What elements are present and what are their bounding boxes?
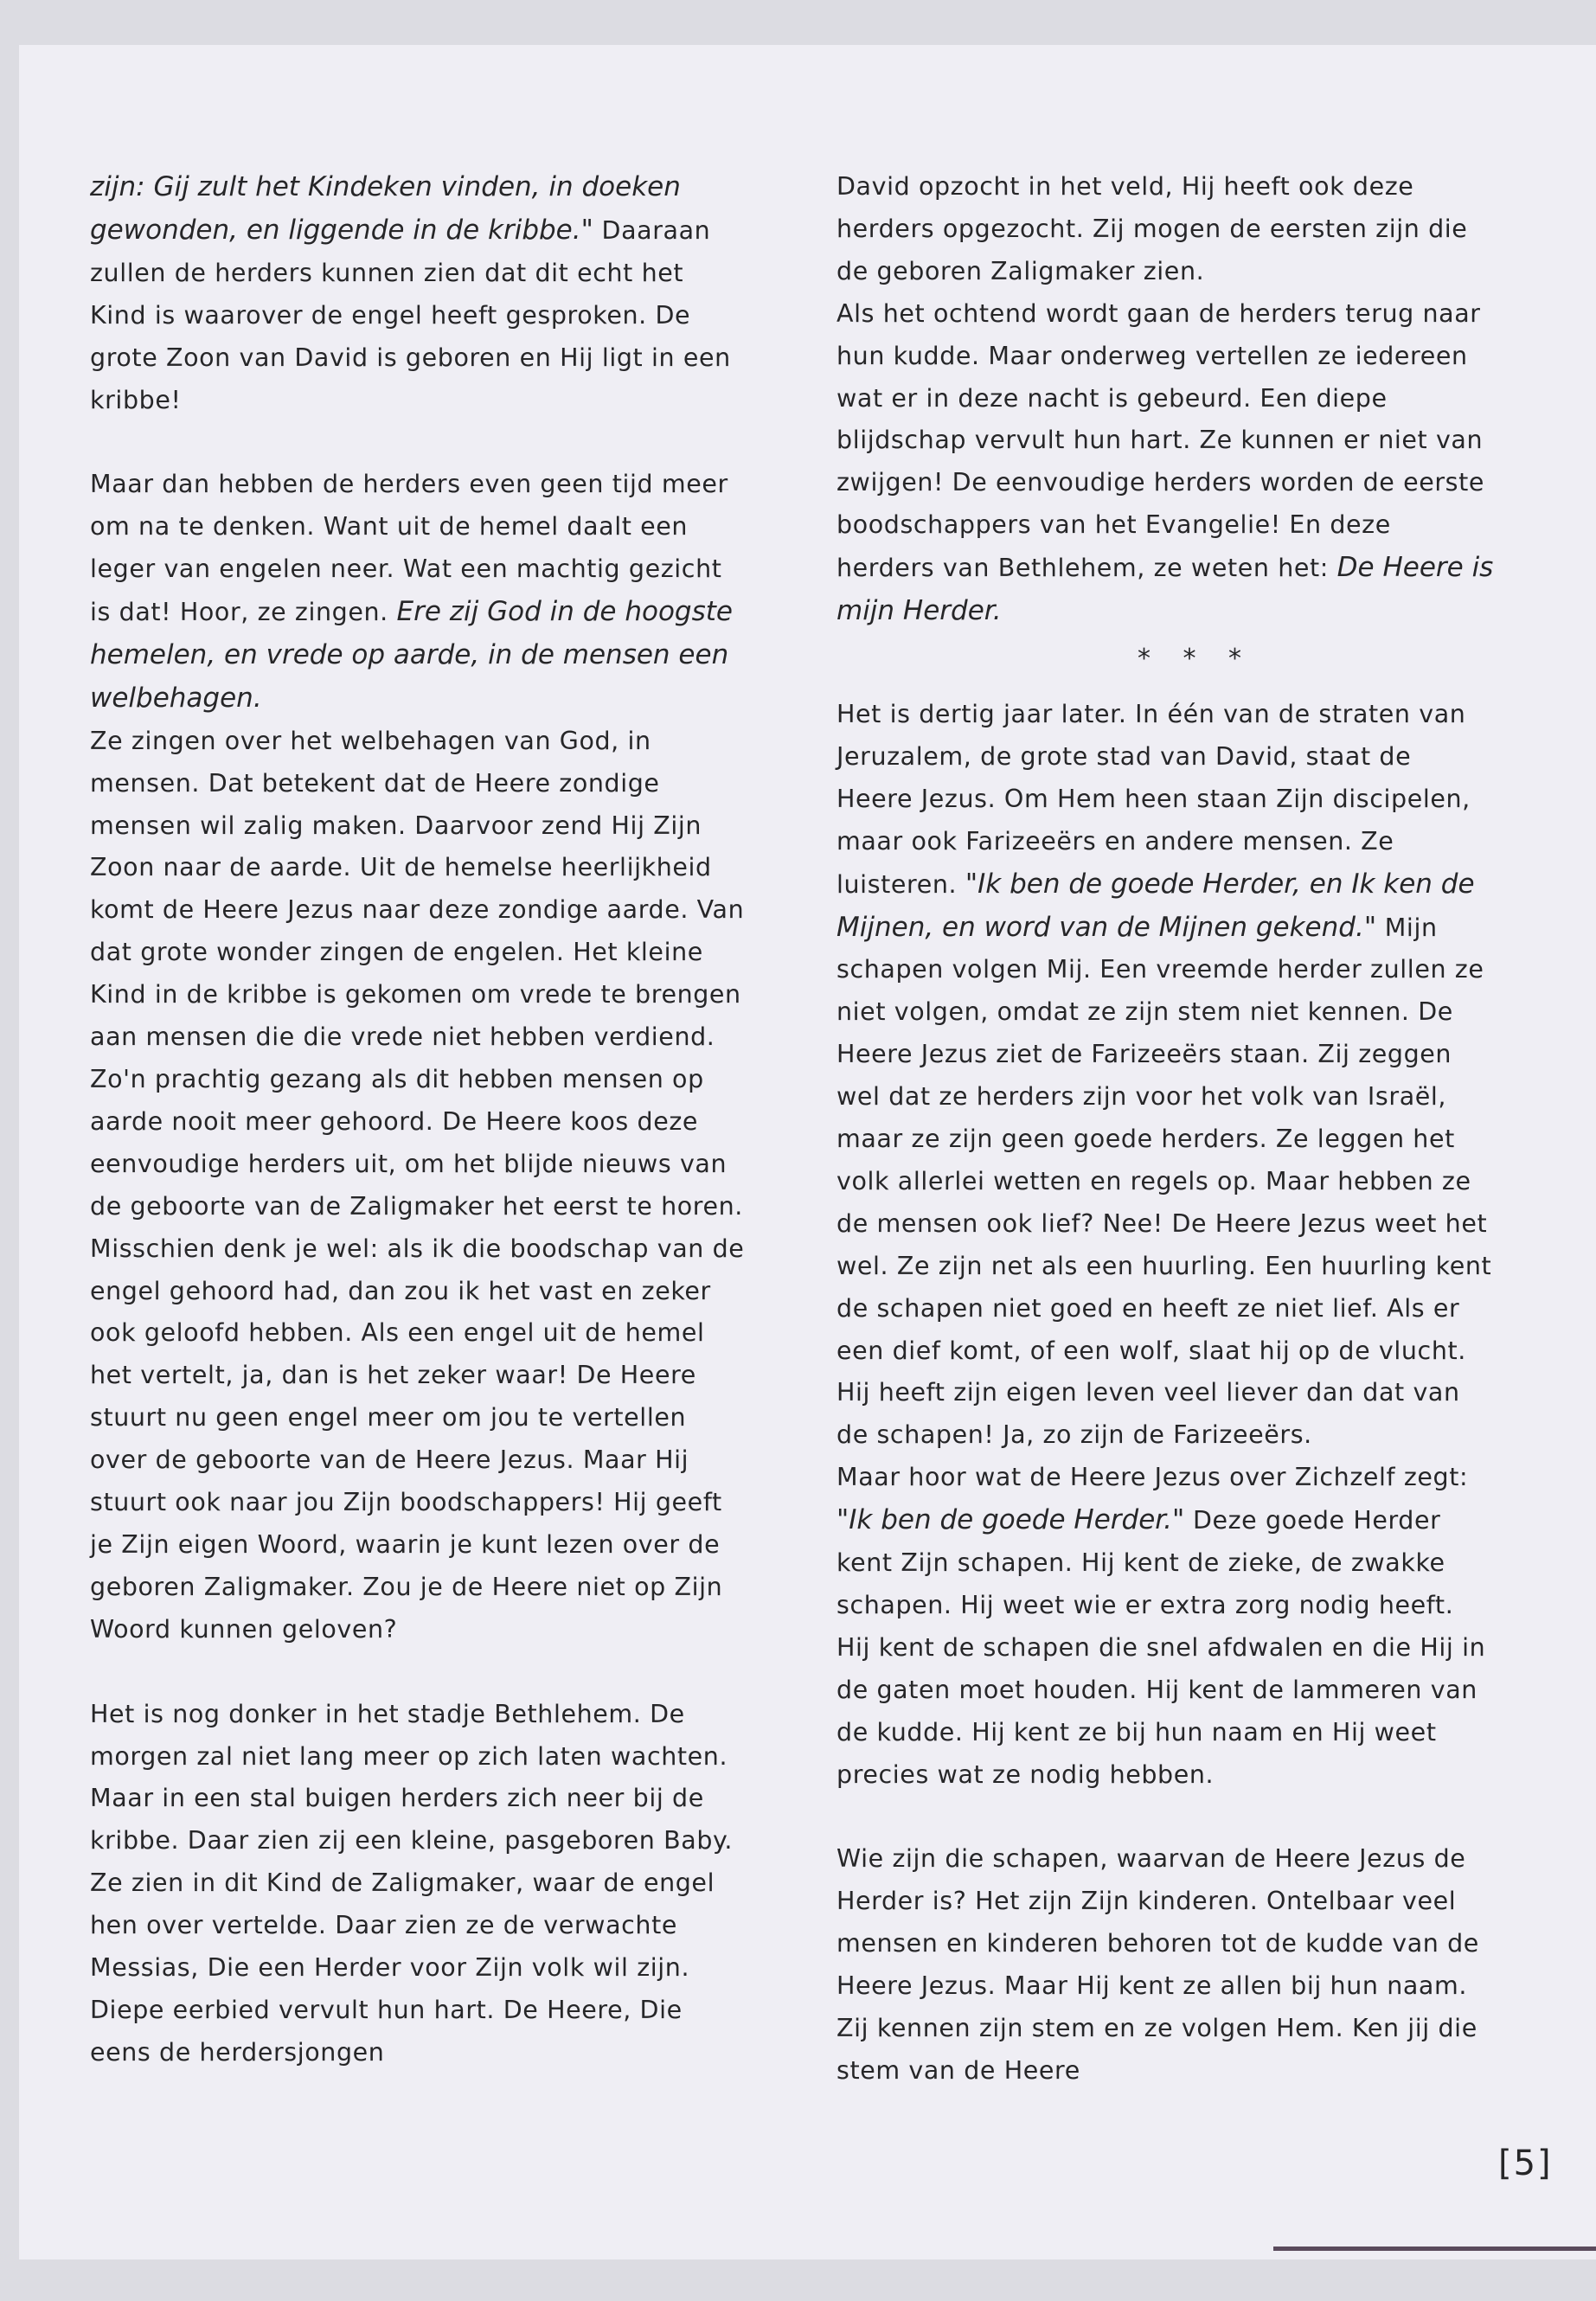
- paragraph: [836, 293, 1494, 633]
- text-run: Misschien denk je wel: als ik die boodschap van de engel gehoord had, dan zou ik het vast en zeker ook geloofd hebben. Als een engel uit de hemel het vertelt, ja, dan is het zeker waar! De Heere stuurt nu geen engel meer om jou te vertellen over de geboorte van de Heere Jezus. Maar Hij stuurt ook naar jou Zijn boodschappers! Hij geeft je Zijn eigen Woord, waarin je kunt lezen over de geboren Zaligmaker. Zou je de Heere niet op Zijn Woord kunnen geloven?: [90, 1234, 745, 1644]
- right-column: [836, 166, 1494, 2093]
- text-run: David opzocht in het veld, Hij heeft ook deze herders opgezocht. Zij mogen de eersten zijn die de geboren Zaligmaker zien.: [836, 172, 1468, 285]
- paragraph: [90, 166, 747, 421]
- paragraph: [836, 1838, 1494, 2092]
- italic-quote: zijn: Gij zult het Kindeken vinden, in doeken gewonden, en liggende in de kribbe.": [90, 171, 681, 246]
- italic-quote: "Ik ben de goede Herder.": [836, 1504, 1185, 1536]
- section-separator: * * *: [1137, 643, 1254, 674]
- page-number: [5]: [1498, 2144, 1553, 2183]
- text-run: Ze zingen over het welbehagen van God, in mensen. Dat betekent dat de Heere zondige mensen wil zalig maken. Daarvoor zend Hij Zijn Zoon naar de aarde. Uit de hemelse heerlijkheid komt de Heere Jezus naar deze zondige aarde. Van dat grote wonder zingen de engelen. Het kleine Kind in de kribbe is gekomen om vrede te brengen aan mensen die die vrede niet hebben verdiend.: [90, 726, 745, 1052]
- text-run: Deze goede Herder kent Zijn schapen. Hij kent de zieke, de zwakke schapen. Hij weet wie er extra zorg nodig heeft. Hij kent de schapen die snel afdwalen en die Hij in de gaten moet houden. Hij kent de lammeren van de kudde. Hij kent ze bij hun naam en Hij weet precies wat ze nodig hebben.: [836, 1506, 1486, 1789]
- paragraph: [836, 166, 1494, 293]
- paragraph: [90, 1694, 747, 2074]
- paragraph: [90, 464, 747, 720]
- text-run: Het is dertig jaar later. In één van de straten van Jeruzalem, de grote stad van David, staat de Heere Jezus. Om Hem heen staan Zijn discipelen, maar ook Farizeeërs en andere mensen. Ze luisteren.: [836, 699, 1471, 899]
- paragraph: [836, 694, 1494, 1457]
- paragraph: [90, 1228, 747, 1651]
- text-run: Daaraan zullen de herders kunnen zien dat dit echt het Kind is waarover de engel heeft gesproken. De grote Zoon van David is geboren en Hij ligt in een kribbe!: [90, 215, 731, 414]
- italic-quote: "Ik ben de goede Herder, en Ik ken de Mijnen, en word van de Mijnen gekend.": [836, 868, 1475, 943]
- italic-quote: De Heere is mijn Herder.: [836, 552, 1494, 627]
- text-run: Als het ochtend wordt gaan de herders terug naar hun kudde. Maar onderweg vertellen ze iedereen wat er in deze nacht is gebeurd. Een diepe blijdschap vervult hun hart. Ze kunnen er niet van zwijgen! De eenvoudige herders worden de eerste boodschappers van het Evangelie! En deze herders van Bethlehem, ze weten het:: [836, 298, 1485, 583]
- text-run: Maar dan hebben de herders even geen tijd meer om na te denken. Want uit de hemel daalt een leger van engelen neer. Wat een machtig gezicht is dat! Hoor, ze zingen.: [90, 470, 728, 627]
- paragraph: [90, 721, 747, 1059]
- text-run: Mijn schapen volgen Mij. Een vreemde herder zullen ze niet volgen, omdat ze zijn stem niet kennen. De Heere Jezus ziet de Farizeeërs staan. Zij zeggen wel dat ze herders zijn voor het volk van Israël, maar ze zijn geen goede herders. Ze leggen het volk allerlei wetten en regels op. Maar hebben ze de mensen ook lief? Nee! De Heere Jezus weet het wel. Ze zijn net als een huurling. Een huurling kent de schapen niet goed en heeft ze niet lief. Als er een dief komt, of een wolf, slaat hij op de vlucht. Hij heeft zijn eigen leven veel liever dan dat van de schapen! Ja, zo zijn de Farizeeërs.: [836, 913, 1492, 1450]
- text-run: Zo'n prachtig gezang als dit hebben mensen op aarde nooit meer gehoord. De Heere koos deze eenvoudige herders uit, om het blijde nieuws van de geboorte van de Zaligmaker het eerst te horen.: [90, 1065, 743, 1221]
- bottom-rule: [1273, 2247, 1596, 2251]
- text-run: Wie zijn die schapen, waarvan de Heere Jezus de Herder is? Het zijn Zijn kinderen. Ontelbaar veel mensen en kinderen behoren tot de kudde van de Heere Jezus. Maar Hij kent ze allen bij hun naam. Zij kennen zijn stem en ze volgen Hem. Ken jij die stem van de Heere: [836, 1844, 1479, 2085]
- paragraph-gap: [90, 421, 747, 464]
- text-run: Maar hoor wat de Heere Jezus over Zichzelf zegt:: [836, 1463, 1469, 1492]
- left-column: [90, 166, 747, 2074]
- paragraph: [836, 1457, 1494, 1796]
- page: [19, 45, 1596, 2259]
- italic-quote: Ere zij God in de hoogste hemelen, en vrede op aarde, in de mensen een welbehagen.: [90, 596, 733, 714]
- paragraph-gap: [836, 1797, 1494, 1839]
- paragraph-gap: [90, 1651, 747, 1694]
- text-run: Het is nog donker in het stadje Bethlehem. De morgen zal niet lang meer op zich laten wachten. Maar in een stal buigen herders zich neer bij de kribbe. Daar zien zij een kleine, pasgeboren Baby. Ze zien in dit Kind de Zaligmaker, waar de engel hen over vertelde. Daar zien ze de verwachte Messias, Die een Herder voor Zijn volk wil zijn. Diepe eerbied vervult hun hart. De Heere, Die eens de herdersjongen: [90, 1699, 734, 2067]
- paragraph: [90, 1059, 747, 1228]
